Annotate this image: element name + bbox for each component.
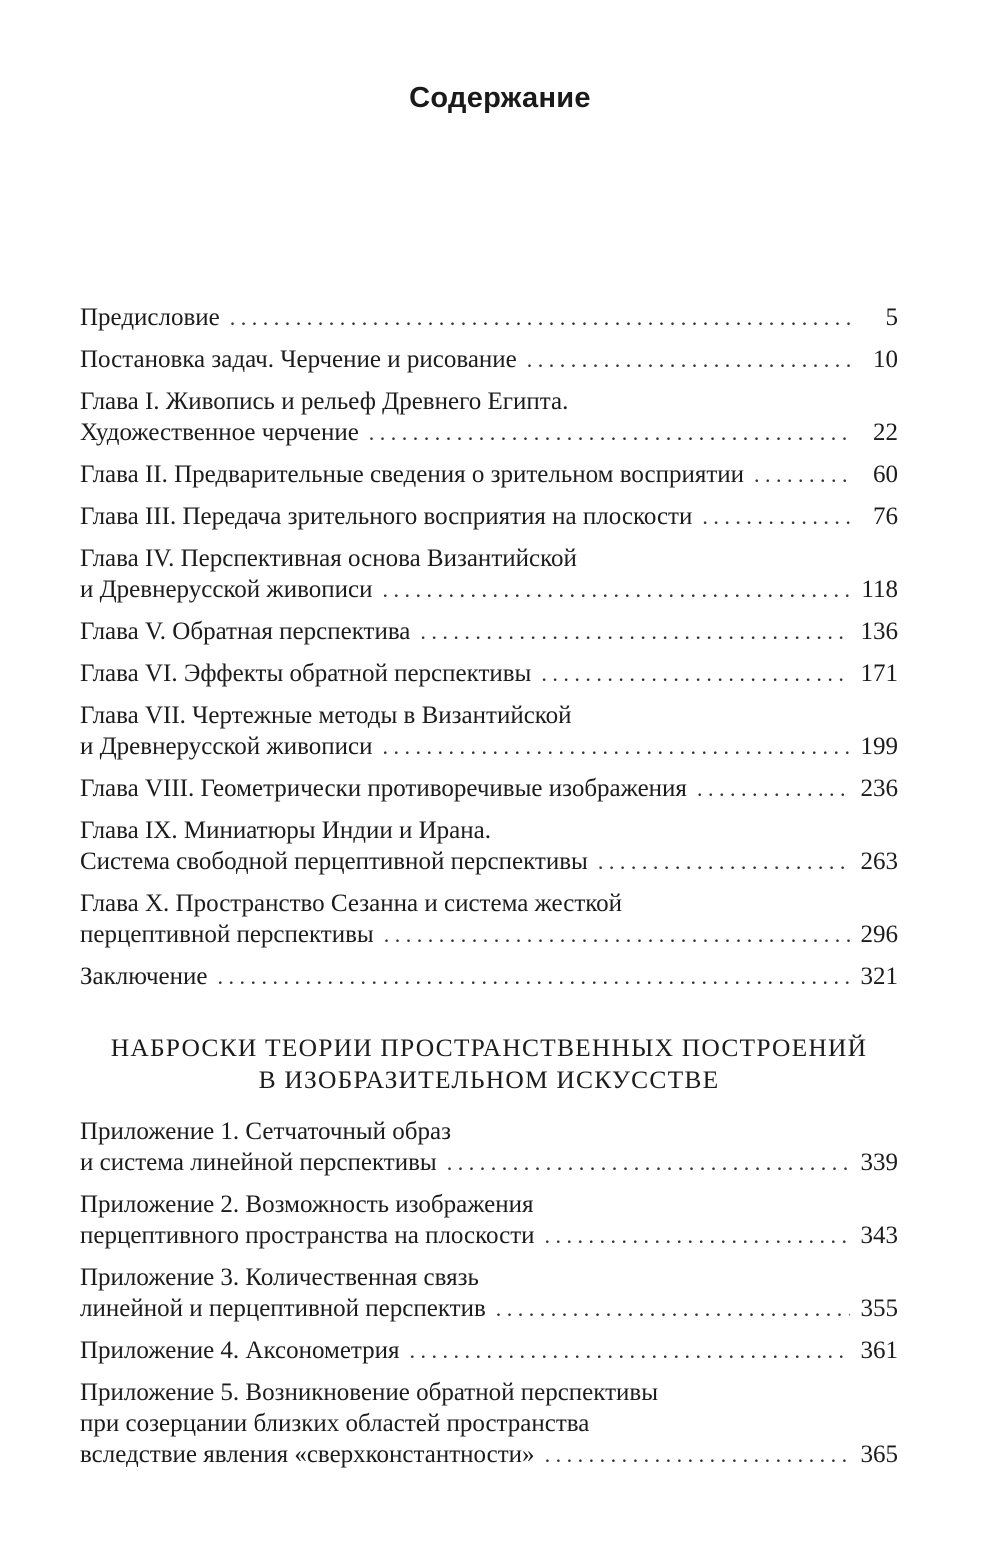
toc-entry[interactable]: [80, 700, 898, 762]
page-number: 365: [860, 1441, 898, 1468]
section-heading: [80, 1032, 898, 1096]
page-number: 236: [860, 775, 898, 802]
toc-entry[interactable]: [80, 344, 898, 375]
toc-entry-last-line: [80, 731, 898, 762]
toc-entry-title-line: Художественное черчение: [80, 419, 359, 446]
dot-leader: [527, 344, 850, 375]
toc-entry[interactable]: [80, 1377, 898, 1470]
toc-entry-title-line: Глава II. Предварительные сведения о зрительном восприятии: [80, 461, 745, 488]
toc-entry-last-line: [80, 1293, 898, 1324]
toc-entry-last-line: [80, 919, 898, 950]
toc-entry-title-line: Глава VII. Чертежные методы в Византийской: [80, 702, 572, 729]
toc-entry[interactable]: [80, 459, 898, 490]
toc-entry-title-line: Глава VIII. Геометрически противоречивые изображения: [80, 775, 687, 802]
toc-entry-title-line: Система свободной перцептивной перспективы: [80, 848, 588, 875]
page-title: Содержание: [409, 82, 591, 114]
toc-entry[interactable]: [80, 302, 898, 333]
toc-entry-last-line: [80, 616, 898, 647]
page-number: 60: [873, 461, 898, 488]
toc-entry[interactable]: [80, 1189, 898, 1251]
toc-entry-last-line: [80, 501, 898, 532]
page-number: 22: [873, 419, 898, 446]
dot-leader: [410, 1335, 850, 1366]
page-number: 321: [860, 963, 898, 990]
toc-entry-last-line: [80, 658, 898, 689]
toc-entry[interactable]: [80, 658, 898, 689]
page-number: 355: [860, 1295, 898, 1322]
toc-entry[interactable]: [80, 773, 898, 804]
toc-entry-title-line: Приложение 1. Сетчаточный образ: [80, 1118, 451, 1145]
toc-entry[interactable]: [80, 815, 898, 877]
dot-leader: [230, 302, 850, 333]
page-number: 118: [861, 576, 898, 603]
dot-leader: [384, 919, 850, 950]
dot-leader: [598, 846, 850, 877]
toc-entry-last-line: [80, 1335, 898, 1366]
appendix-entries-list: [80, 1116, 898, 1470]
page-number: 199: [860, 733, 898, 760]
toc-entry-title-line: и система линейной перспективы: [80, 1149, 437, 1176]
page-number: 10: [873, 346, 898, 373]
dot-leader: [447, 1147, 850, 1178]
page-number: 5: [885, 304, 898, 331]
toc-entry-title-line: Глава I. Живопись и рельеф Древнего Египта.: [80, 388, 569, 415]
page-number: 343: [860, 1222, 898, 1249]
table-of-contents: [80, 302, 898, 1481]
dot-leader: [754, 459, 850, 490]
page-number: 76: [873, 503, 898, 530]
toc-entry-last-line: [80, 1439, 898, 1470]
toc-entry-title-line: Заключение: [80, 963, 208, 990]
toc-entry-title-line: и Древнерусской живописи: [80, 733, 373, 760]
toc-entry-last-line: [80, 1147, 898, 1178]
page-number: 339: [860, 1149, 898, 1176]
page-number: 361: [860, 1337, 898, 1364]
toc-entry[interactable]: [80, 616, 898, 647]
page-number: 296: [860, 921, 898, 948]
toc-entry[interactable]: [80, 1262, 898, 1324]
toc-entry-title-line: Приложение 2. Возможность изображения: [80, 1191, 534, 1218]
toc-entry-title-line: перцептивного пространства на плоскости: [80, 1222, 535, 1249]
toc-entry-last-line: [80, 961, 898, 992]
toc-entry-title-line: Постановка задач. Черчение и рисование: [80, 346, 517, 373]
toc-entry-title-line: Глава VI. Эффекты обратной перспективы: [80, 660, 532, 687]
main-entries-list: [80, 302, 898, 992]
toc-entry-title-line: Глава V. Обратная перспектива: [80, 618, 411, 645]
dot-leader: [545, 1220, 850, 1251]
toc-entry[interactable]: [80, 888, 898, 950]
dot-leader: [697, 773, 850, 804]
toc-entry-last-line: [80, 302, 898, 333]
toc-entry[interactable]: [80, 961, 898, 992]
page-number: 263: [860, 848, 898, 875]
toc-entry-last-line: [80, 574, 898, 605]
toc-entry-title-line: Приложение 4. Аксонометрия: [80, 1337, 400, 1364]
toc-entry-title-line: Предисловие: [80, 304, 220, 331]
toc-entry-title-line: перцептивной перспективы: [80, 921, 374, 948]
toc-entry[interactable]: [80, 501, 898, 532]
toc-entry-last-line: [80, 344, 898, 375]
dot-leader: [702, 501, 850, 532]
toc-entry-last-line: [80, 417, 898, 448]
toc-entry-title-line: при созерцании близких областей пространства: [80, 1410, 590, 1437]
toc-entry-title-line: Глава X. Пространство Сезанна и система жесткой: [80, 890, 623, 917]
toc-entry[interactable]: [80, 1116, 898, 1178]
toc-entry-title-line: Глава III. Передача зрительного восприятия на плоскости: [80, 503, 693, 530]
section-heading-line: В ИЗОБРАЗИТЕЛЬНОМ ИСКУССТВЕ: [258, 1065, 720, 1094]
toc-entry[interactable]: [80, 543, 898, 605]
toc-entry-title-line: Глава IX. Миниатюры Индии и Ирана.: [80, 817, 491, 844]
toc-entry-title-line: вследствие явления «сверхконстантности»: [80, 1441, 535, 1468]
dot-leader: [496, 1293, 850, 1324]
toc-entry-title-line: Глава IV. Перспективная основа Византийской: [80, 545, 577, 572]
page-number: 136: [860, 618, 898, 645]
dot-leader: [218, 961, 851, 992]
dot-leader: [369, 417, 850, 448]
dot-leader: [382, 731, 850, 762]
dot-leader: [420, 616, 850, 647]
dot-leader: [382, 574, 850, 605]
toc-entry-last-line: [80, 846, 898, 877]
toc-entry-title-line: и Древнерусской живописи: [80, 576, 373, 603]
toc-entry-title-line: Приложение 5. Возникновение обратной перспективы: [80, 1379, 658, 1406]
dot-leader: [545, 1439, 850, 1470]
toc-entry[interactable]: [80, 386, 898, 448]
toc-entry-title-line: линейной и перцептивной перспектив: [80, 1295, 486, 1322]
toc-entry-title-line: Приложение 3. Количественная связь: [80, 1264, 479, 1291]
page-number: 171: [860, 660, 898, 687]
dot-leader: [541, 658, 850, 689]
toc-entry[interactable]: [80, 1335, 898, 1366]
toc-entry-last-line: [80, 773, 898, 804]
section-heading-line: НАБРОСКИ ТЕОРИИ ПРОСТРАНСТВЕННЫХ ПОСТРОЕНИЙ: [110, 1033, 868, 1062]
toc-entry-last-line: [80, 459, 898, 490]
toc-entry-last-line: [80, 1220, 898, 1251]
